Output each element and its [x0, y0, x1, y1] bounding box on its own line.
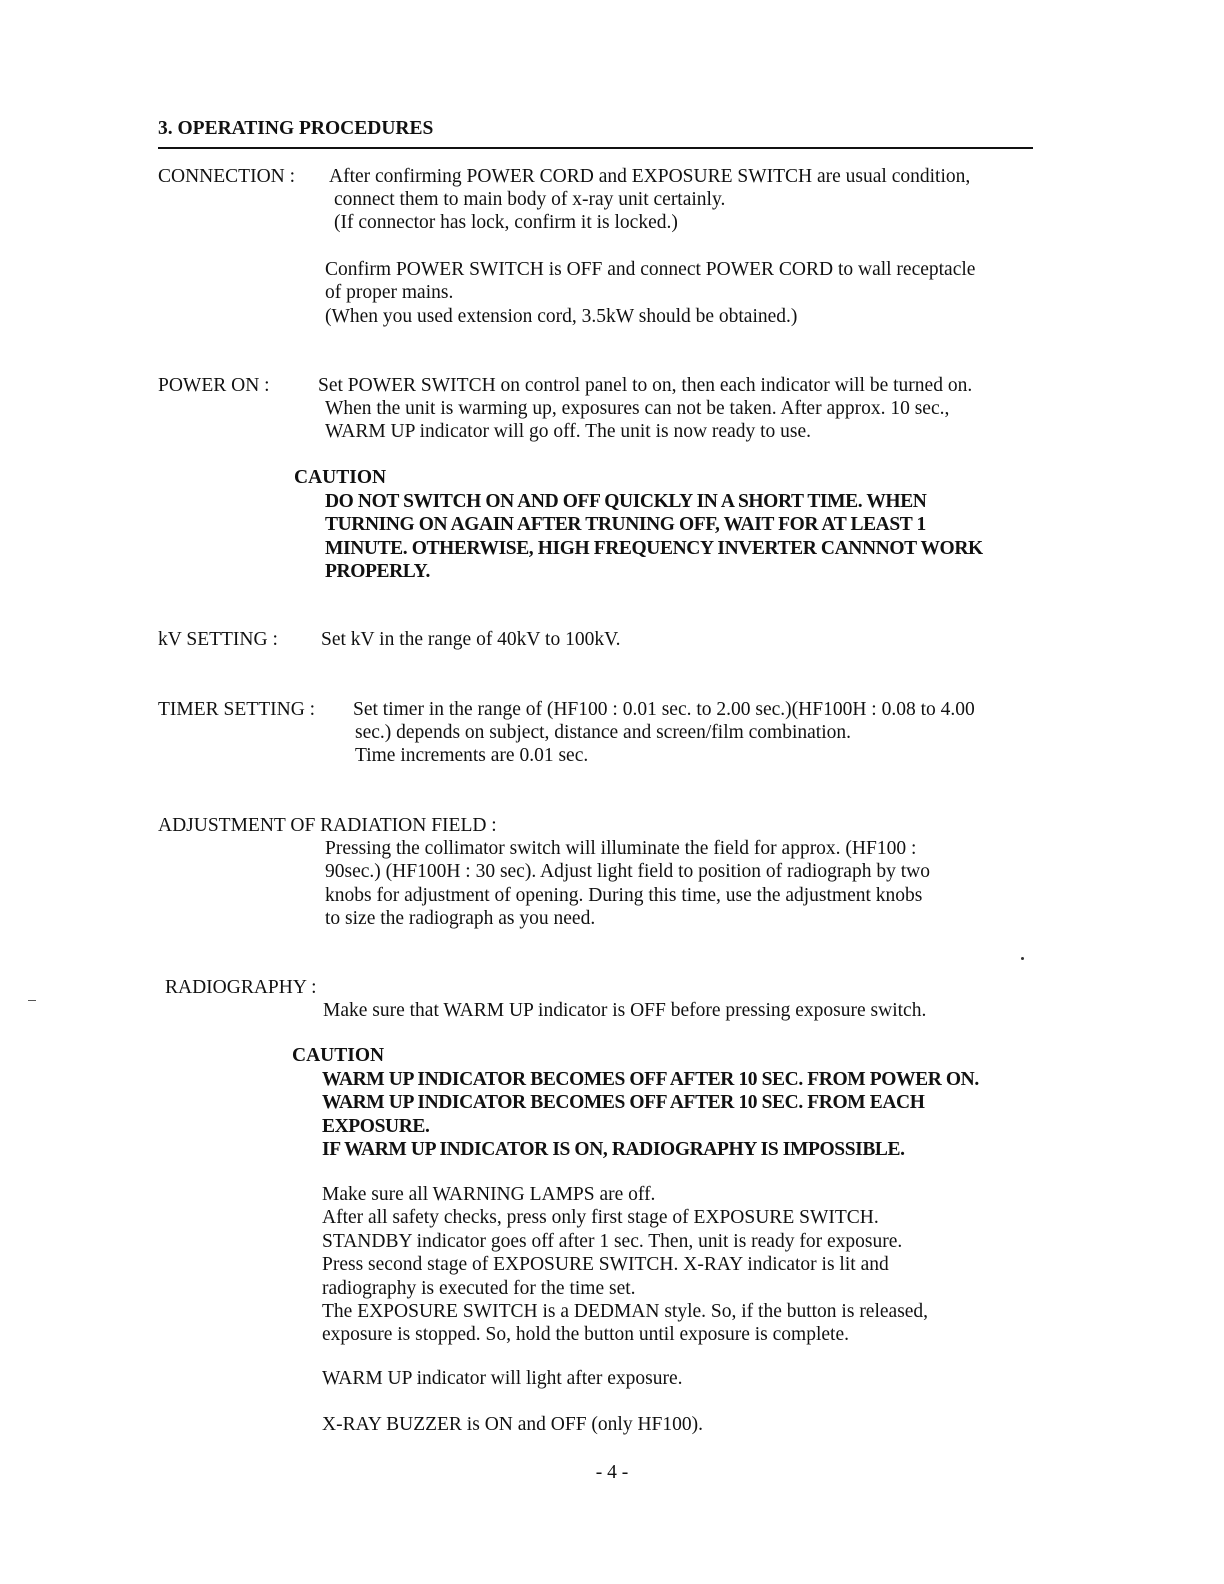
power-on-caution-text	[325, 490, 983, 584]
text-line: radiography is executed for the time set.	[322, 1277, 636, 1299]
connection-para2	[325, 258, 975, 328]
scan-speck	[1021, 957, 1024, 960]
text-line: Pressing the collimator switch will illuminate the field for approx. (HF100 :	[325, 838, 917, 859]
caution-line: MINUTE. OTHERWISE, HIGH FREQUENCY INVERTER CANNNOT WORK	[325, 537, 983, 559]
text-line: knobs for adjustment of opening. During this time, use the adjustment knobs	[325, 884, 923, 906]
caution-line: WARM UP INDICATOR BECOMES OFF AFTER 10 SEC. FROM POWER ON.	[322, 1069, 979, 1090]
kv-setting-text: Set kV in the range of 40kV to 100kV.	[321, 629, 621, 650]
text-line: Time increments are 0.01 sec.	[355, 745, 589, 767]
text-line: (If connector has lock, confirm it is locked.)	[334, 212, 678, 234]
warm-up-note: WARM UP indicator will light after exposure.	[322, 1368, 683, 1389]
text-line: WARM UP indicator will go off. The unit is now ready to use.	[325, 421, 812, 443]
timer-setting-label: TIMER SETTING :	[158, 699, 316, 720]
caution-line: EXPOSURE.	[322, 1115, 430, 1137]
timer-setting-first-line: Set timer in the range of (HF100 : 0.01 sec. to 2.00 sec.)(HF100H : 0.08 to 4.00	[353, 699, 975, 720]
caution-line: DO NOT SWITCH ON AND OFF QUICKLY IN A SHORT TIME. WHEN	[325, 491, 927, 512]
text-line: After all safety checks, press only first stage of EXPOSURE SWITCH.	[322, 1207, 879, 1229]
timer-setting-text	[355, 721, 851, 768]
text-line: of proper mains.	[325, 282, 454, 304]
caution-line: IF WARM UP INDICATOR IS ON, RADIOGRAPHY IS IMPOSSIBLE.	[322, 1139, 905, 1161]
power-on-text	[325, 397, 949, 444]
text-line: STANDBY indicator goes off after 1 sec. Then, unit is ready for exposure.	[322, 1230, 903, 1252]
text-line: exposure is stopped. So, hold the button until exposure is complete.	[322, 1324, 849, 1346]
radiography-label: RADIOGRAPHY :	[165, 977, 317, 998]
caution-line: WARM UP INDICATOR BECOMES OFF AFTER 10 SEC. FROM EACH	[322, 1092, 925, 1114]
text-line: The EXPOSURE SWITCH is a DEDMAN style. So, if the button is released,	[322, 1301, 929, 1323]
connection-first-line: After confirming POWER CORD and EXPOSURE SWITCH are usual condition,	[329, 166, 971, 187]
caution-line: TURNING ON AGAIN AFTER TRUNING OFF, WAIT FOR AT LEAST 1	[325, 514, 926, 536]
radiography-intro: Make sure that WARM UP indicator is OFF before pressing exposure switch.	[323, 1000, 927, 1021]
page-number: - 4 -	[595, 1462, 629, 1483]
text-line: When the unit is warming up, exposures can not be taken. After approx. 10 sec.,	[325, 398, 950, 419]
text-line: to size the radiograph as you need.	[325, 908, 596, 930]
text-line: connect them to main body of x-ray unit certainly.	[334, 189, 726, 210]
text-line: Make sure all WARNING LAMPS are off.	[322, 1184, 656, 1205]
text-line: Press second stage of EXPOSURE SWITCH. X-RAY indicator is lit and	[322, 1254, 889, 1276]
power-on-label: POWER ON :	[158, 375, 270, 396]
connection-para1	[334, 188, 725, 235]
radiography-steps	[322, 1183, 928, 1347]
buzzer-note: X-RAY BUZZER is ON and OFF (only HF100).	[322, 1414, 703, 1435]
radiation-field-text	[325, 837, 930, 931]
caution-heading: CAUTION	[292, 1045, 385, 1066]
radiography-caution-text	[322, 1068, 979, 1162]
title-underline	[158, 147, 1033, 149]
text-line: Confirm POWER SWITCH is OFF and connect POWER CORD to wall receptacle	[325, 259, 976, 280]
connection-label: CONNECTION :	[158, 166, 296, 187]
scan-speck	[28, 1000, 36, 1001]
radiation-field-label: ADJUSTMENT OF RADIATION FIELD :	[158, 815, 497, 836]
kv-setting-label: kV SETTING :	[158, 629, 278, 650]
page-title: 3. OPERATING PROCEDURES	[158, 118, 434, 139]
caution-heading: CAUTION	[294, 467, 387, 488]
power-on-first-line: Set POWER SWITCH on control panel to on, then each indicator will be turned on.	[318, 375, 973, 396]
text-line: (When you used extension cord, 3.5kW should be obtained.)	[325, 305, 798, 327]
text-line: sec.) depends on subject, distance and screen/film combination.	[355, 722, 852, 743]
caution-line: PROPERLY.	[325, 561, 430, 583]
text-line: 90sec.) (HF100H : 30 sec). Adjust light field to position of radiograph by two	[325, 861, 930, 883]
